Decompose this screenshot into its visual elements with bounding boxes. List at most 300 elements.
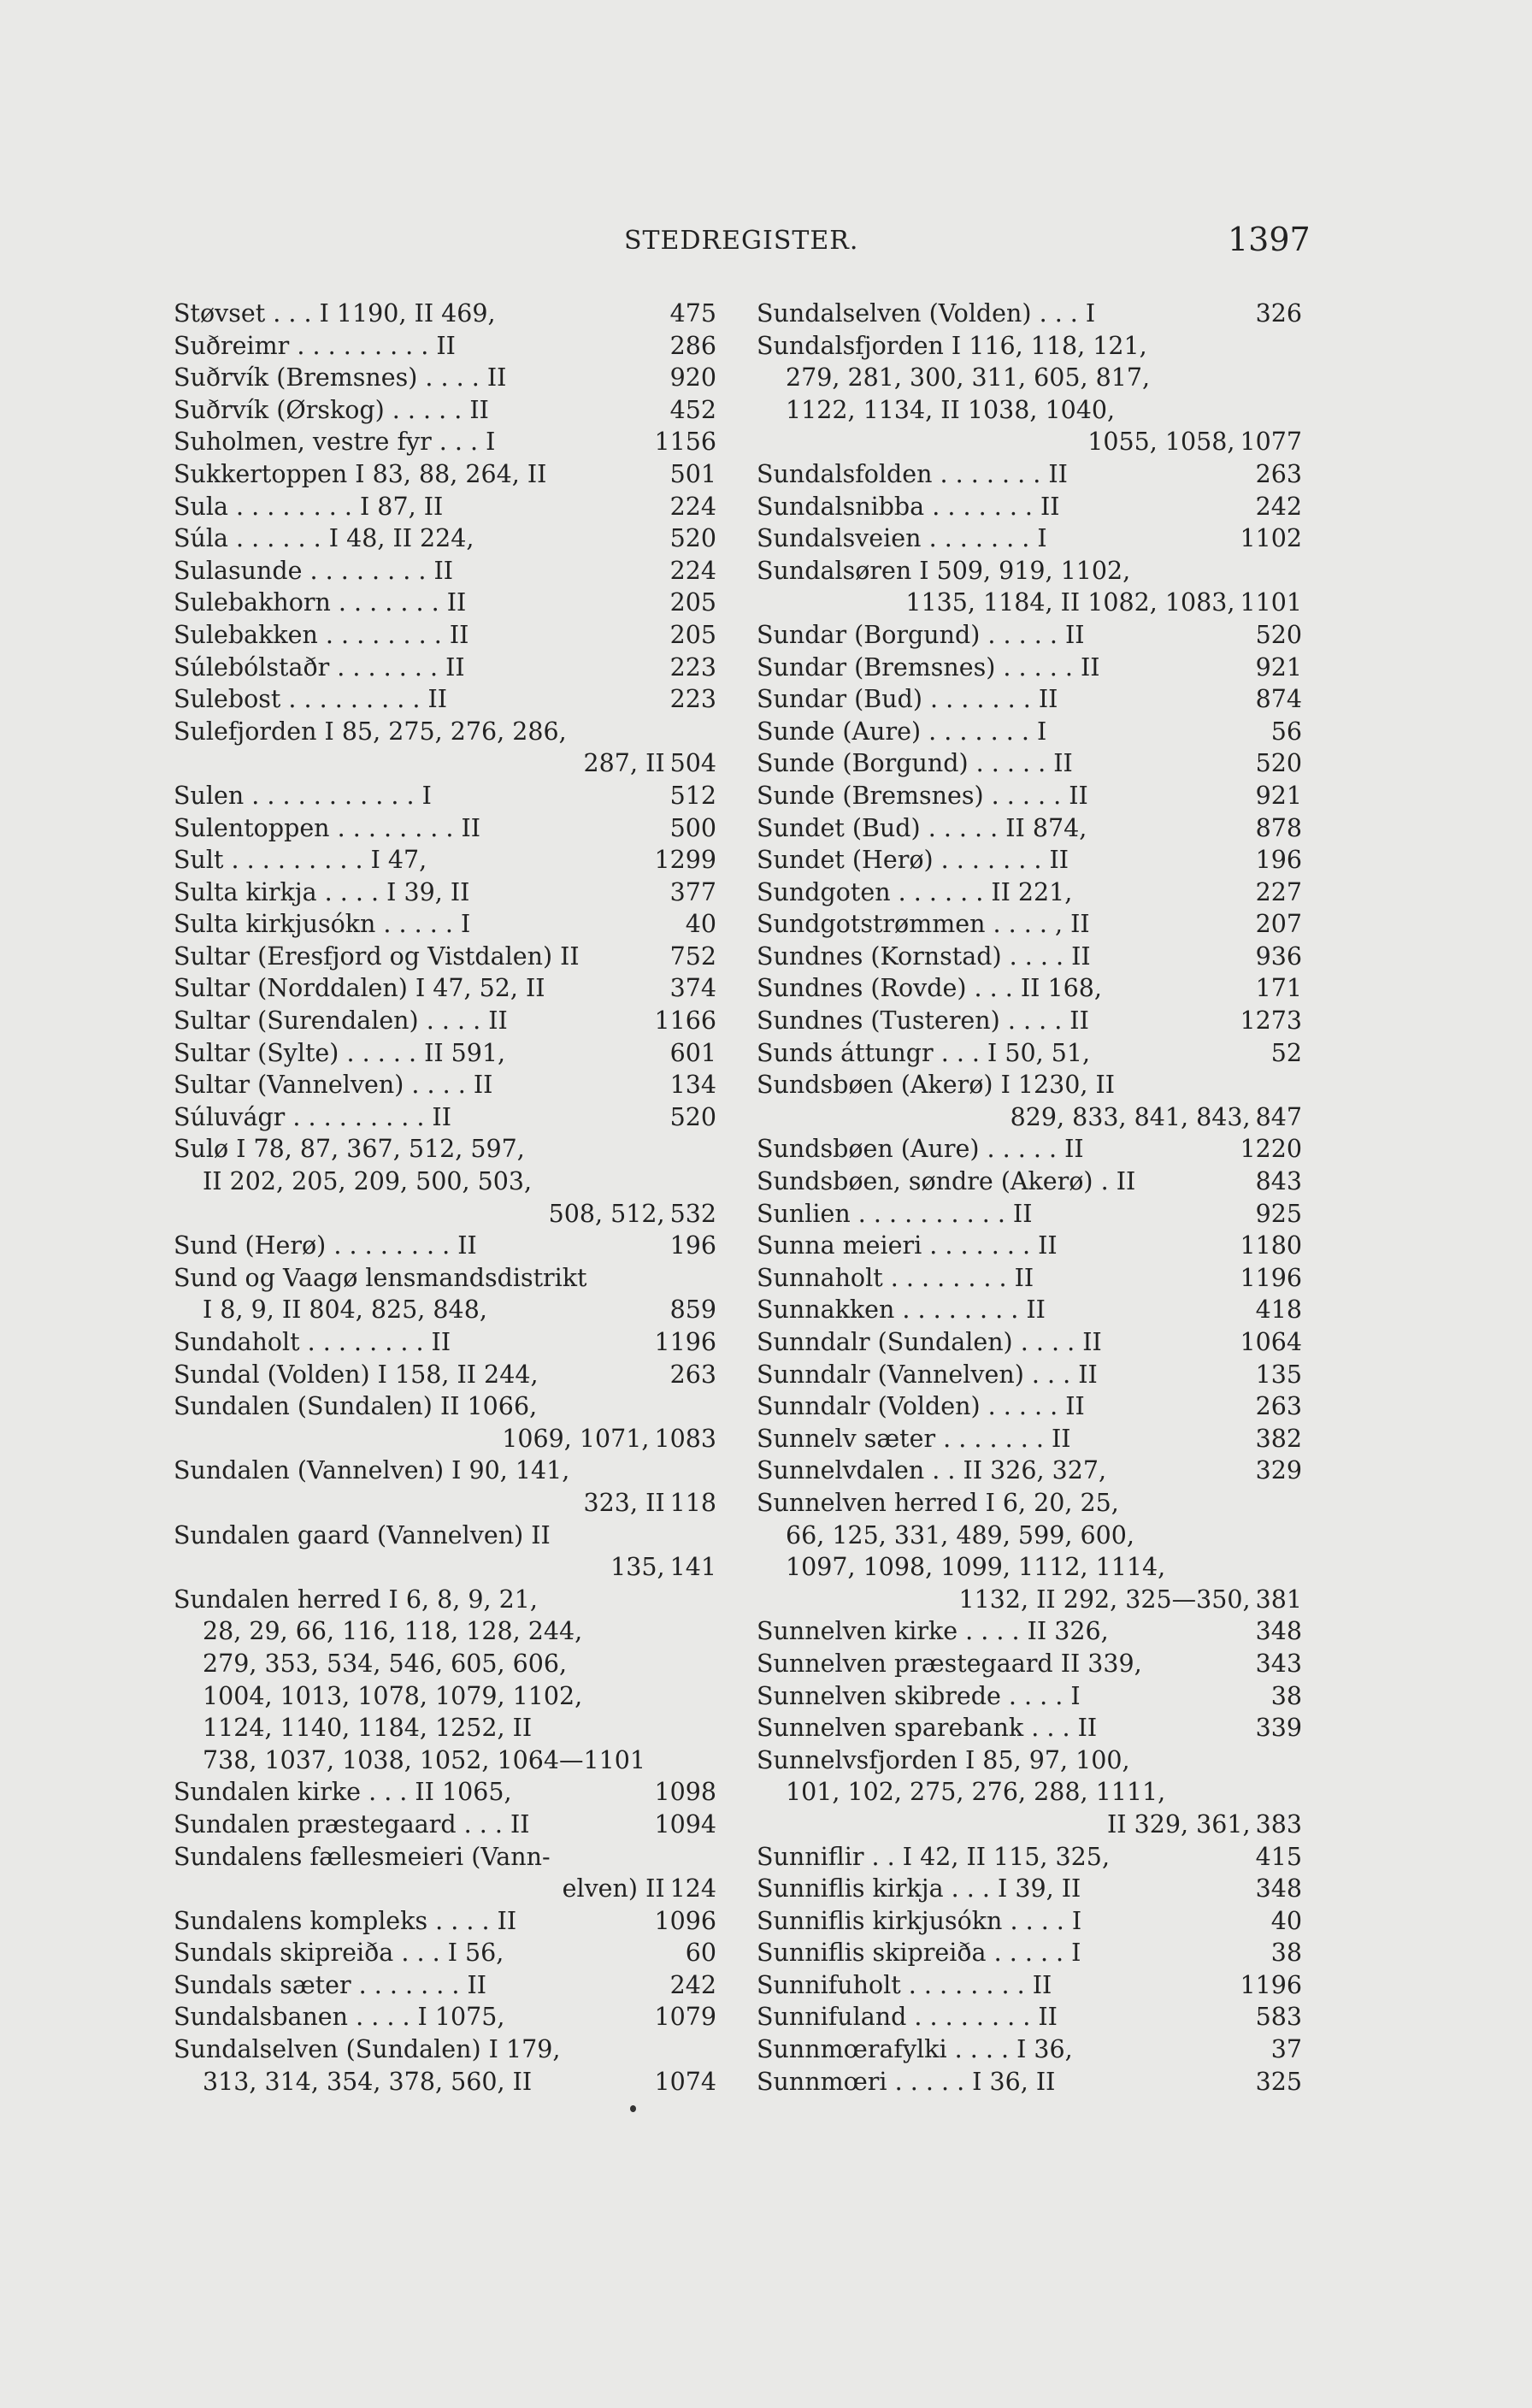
entry-page-ref: 920 [669,363,716,392]
entry-page-ref: 56 [1270,717,1302,746]
entry-page-ref: 325 [1255,2067,1302,2096]
entry-page-ref: 921 [1255,652,1302,682]
index-entry [757,1037,1302,1070]
index-entry [757,619,1302,652]
entry-text: II 202, 205, 209, 500, 503, [203,1167,533,1196]
index-entry [174,2033,716,2066]
index-entry [757,491,1302,523]
entry-page-ref: 227 [1255,877,1302,906]
index-entry [174,1005,716,1037]
entry-text: Sultar (Norddalen) I 47, 52, II [174,974,545,1003]
entry-page-ref: 1074 [654,2067,716,2096]
entry-page-ref: 263 [1255,459,1302,488]
entry-text: Sundalsøren I 509, 919, 1102, [757,556,1131,585]
index-entry [757,1487,1302,1520]
entry-page-ref: 339 [1255,1714,1302,1743]
index-entry [757,587,1302,619]
index-entry [174,1133,716,1166]
index-entry [757,1359,1302,1391]
entry-text: Sultar (Surendalen) . . . . II [174,1006,508,1036]
entry-text: Sunnakken . . . . . . . . II [757,1295,1046,1325]
entry-text: 1097, 1098, 1099, 1112, 1114, [786,1553,1166,1582]
index-entry [757,394,1302,427]
entry-page-ref: 418 [1255,1295,1302,1325]
entry-text: Sundalsbanen . . . . I 1075, [174,2003,505,2032]
entry-text: Sunnelv sæter . . . . . . . II [757,1424,1071,1453]
entry-page-ref: 878 [1255,813,1302,842]
index-entry [757,652,1302,684]
entry-page-ref: 1083 [654,1424,716,1453]
entry-page-ref: 224 [669,556,716,585]
entry-text: Sunnifuholt . . . . . . . . II [757,1970,1052,1999]
entry-page-ref: 752 [669,941,716,971]
entry-text: Sundalselven (Volden) . . . I [757,299,1096,328]
index-entry [174,1809,716,1841]
entry-text: I 8, 9, II 804, 825, 848, [203,1295,487,1325]
entry-text: 101, 102, 275, 276, 288, 1111, [786,1778,1166,1807]
index-entry [757,1584,1302,1616]
index-entry [757,1166,1302,1198]
index-entry [174,458,716,491]
entry-text: Sulefjorden I 85, 275, 276, 286, [174,717,567,746]
entry-page-ref: 223 [669,652,716,682]
entry-text: Sundsbøen (Aure) . . . . . II [757,1135,1084,1164]
entry-text: 1004, 1013, 1078, 1079, 1102, [203,1681,583,1710]
index-entry [174,1712,716,1744]
entry-text: Sula . . . . . . . . I 87, II [174,492,444,521]
entry-text: Sunnifuland . . . . . . . . II [757,2003,1058,2032]
entry-text: Sundaholt . . . . . . . . II [174,1328,451,1356]
entry-page-ref: 1096 [654,1906,716,1935]
entry-page-ref: 263 [1255,1392,1302,1421]
entry-text: Súlebólstaðr . . . . . . . II [174,652,465,682]
entry-text: Sundalens kompleks . . . . II [174,1906,517,1935]
entry-page-ref: 921 [1255,781,1302,810]
index-entry [757,972,1302,1005]
entry-text: Sundalens fællesmeieri (Vann- [174,1842,551,1871]
index-entry [757,2033,1302,2066]
index-entry [174,1423,716,1455]
entry-page-ref: 1196 [654,1328,716,1356]
index-entry [757,555,1302,587]
entry-text: Sultar (Eresfjord og Vistdalen) II [174,941,580,971]
entry-text: Sundgoten . . . . . . II 221, [757,877,1073,906]
entry-page-ref: 1156 [654,428,716,457]
entry-text: Sundsbøen, søndre (Akerø) . II [757,1167,1136,1196]
entry-text: 279, 353, 534, 546, 605, 606, [203,1649,568,1678]
entry-text: 323, II [583,1488,665,1517]
index-entry [757,1326,1302,1359]
entry-text: Sundals skipreiða . . . I 56, [174,1939,504,1968]
index-entry [757,1712,1302,1744]
index-entry [174,491,716,523]
entry-page-ref: 520 [1255,620,1302,649]
entry-page-ref: 382 [1255,1424,1302,1453]
index-entry [174,747,716,780]
index-entry [174,780,716,812]
index-entry [757,522,1302,555]
index-entry [174,972,716,1005]
entry-page-ref: 936 [1255,941,1302,971]
entry-page-ref: 134 [669,1071,716,1100]
entry-page-ref: 1299 [654,846,716,875]
entry-text: Sunnmœrafylki . . . . I 36, [757,2035,1073,2064]
index-entry [757,1615,1302,1648]
entry-page-ref: 135 [1255,1360,1302,1389]
index-entry [757,458,1302,491]
entry-page-ref: 377 [669,877,716,906]
entry-page-ref: 1166 [654,1006,716,1036]
index-entry [174,1680,716,1713]
entry-text: Sulebakhorn . . . . . . . II [174,588,467,617]
index-entry [757,1262,1302,1295]
entry-page-ref: 207 [1255,910,1302,939]
entry-text: elven) II [562,1874,665,1903]
entry-text: 1135, 1184, II 1082, 1083, [905,588,1235,617]
entry-text: Sunnelven præstegaard II 339, [757,1649,1142,1678]
index-entry [174,362,716,394]
index-entry [757,716,1302,748]
index-entry [174,555,716,587]
entry-text: Sundalsfjorden I 116, 118, 121, [757,331,1147,360]
index-entry [757,1776,1302,1809]
index-entry [174,1390,716,1423]
index-column-left [174,298,716,2098]
entry-text: Sunde (Borgund) . . . . . II [757,749,1073,778]
index-entry [757,1937,1302,1969]
entry-text: Sultar (Vannelven) . . . . II [174,1071,493,1100]
entry-text: Støvset . . . I 1190, II 469, [174,299,496,328]
entry-page-ref: 500 [669,813,716,842]
entry-page-ref: 242 [1255,492,1302,521]
entry-text: Sunniflis skipreiða . . . . . I [757,1939,1081,1968]
entry-text: Sulta kirkjusókn . . . . . I [174,910,471,939]
entry-text: Súluvágr . . . . . . . . . II [174,1102,451,1131]
index-entry [174,1937,716,1969]
entry-text: Sunniflis kirkjusókn . . . . I [757,1906,1082,1935]
index-entry [174,876,716,909]
index-entry [757,1101,1302,1134]
entry-page-ref: 124 [669,1874,716,1903]
index-entry [757,747,1302,780]
index-entry [174,1905,716,1938]
entry-page-ref: 40 [1270,1906,1302,1935]
entry-text: 287, II [583,749,665,778]
entry-page-ref: 348 [1255,1617,1302,1646]
entry-text: Suholmen, vestre fyr . . . I [174,428,496,457]
index-entry [174,1359,716,1391]
entry-text: Sulasunde . . . . . . . . II [174,556,453,585]
entry-text: 313, 314, 354, 378, 560, II [203,2067,533,2096]
index-entry [174,1294,716,1326]
index-entry [174,941,716,973]
index-entry [174,1166,716,1198]
index-entry [174,330,716,363]
entry-text: Sunnmœri . . . . . I 36, II [757,2067,1056,2096]
entry-page-ref: 601 [669,1038,716,1067]
entry-text: Sunnaholt . . . . . . . . II [757,1263,1034,1292]
index-entry [174,1037,716,1070]
entry-page-ref: 381 [1255,1585,1302,1614]
index-entry [174,298,716,330]
entry-page-ref: 1098 [654,1778,716,1807]
entry-page-ref: 329 [1255,1456,1302,1485]
index-entry [757,908,1302,941]
index-entry [757,2066,1302,2098]
index-entry [174,1841,716,1874]
entry-page-ref: 223 [669,685,716,714]
index-entry [757,2001,1302,2033]
entry-page-ref: 196 [1255,846,1302,875]
entry-text: Sunde (Aure) . . . . . . . I [757,717,1047,746]
entry-text: 1124, 1140, 1184, 1252, II [203,1714,533,1743]
index-entry [757,1455,1302,1487]
entry-text: Sundalen (Vannelven) I 90, 141, [174,1456,570,1485]
index-entry [757,844,1302,876]
entry-text: 28, 29, 66, 116, 118, 128, 244, [203,1617,583,1646]
index-entry [174,426,716,458]
entry-page-ref: 1079 [654,2003,716,2032]
index-entry [174,1744,716,1777]
index-column-right [757,298,1302,2098]
entry-text: 738, 1037, 1038, 1052, 1064—1101 [203,1745,646,1774]
entry-text: Sundalen gaard (Vannelven) II [174,1520,551,1549]
entry-page-ref: 242 [669,1970,716,1999]
entry-page-ref: 40 [685,910,716,939]
entry-text: 508, 512, [548,1199,665,1228]
entry-text: Sundal (Volden) I 158, II 244, [174,1360,539,1389]
entry-page-ref: 383 [1255,1809,1302,1838]
index-entry [757,941,1302,973]
entry-page-ref: 512 [669,781,716,810]
entry-text: Sunna meieri . . . . . . . II [757,1231,1058,1260]
entry-text: Sundgotstrømmen . . . . , II [757,910,1090,939]
entry-text: Sundet (Herø) . . . . . . . II [757,846,1069,875]
index-entry [174,522,716,555]
entry-text: Suðrvík (Ørskog) . . . . . II [174,395,489,424]
entry-text: Sultar (Sylte) . . . . . II 591, [174,1038,506,1067]
entry-text: Sundar (Bud) . . . . . . . II [757,685,1058,714]
entry-text: Sunnelven herred I 6, 20, 25, [757,1488,1119,1517]
entry-page-ref: 1102 [1240,524,1302,553]
entry-text: Sunde (Bremsnes) . . . . . II [757,781,1088,810]
entry-text: Sundalen kirke . . . II 1065, [174,1778,512,1807]
entry-page-ref: 501 [669,459,716,488]
entry-page-ref: 348 [1255,1874,1302,1903]
entry-page-ref: 415 [1255,1842,1302,1871]
entry-text: Sunnelven kirke . . . . II 326, [757,1617,1109,1646]
entry-text: Sundet (Bud) . . . . . II 874, [757,813,1087,842]
entry-text: Sundalsnibba . . . . . . . II [757,492,1060,521]
index-entry [174,1648,716,1680]
entry-text: Sunlien . . . . . . . . . . II [757,1199,1033,1228]
index-entry [757,1390,1302,1423]
entry-page-ref: 1094 [654,1809,716,1838]
index-entry [757,876,1302,909]
index-entry [174,1326,716,1359]
entry-text: 1122, 1134, II 1038, 1040, [786,395,1116,424]
index-entry [757,683,1302,716]
entry-text: Sundalen (Sundalen) II 1066, [174,1392,538,1421]
entry-page-ref: 452 [669,395,716,424]
index-entry [757,362,1302,394]
index-entry [757,812,1302,845]
index-entry [757,1423,1302,1455]
index-entry [757,1133,1302,1166]
entry-page-ref: 874 [1255,685,1302,714]
entry-page-ref: 205 [669,620,716,649]
entry-page-ref: 37 [1270,2035,1302,2064]
index-entry [174,908,716,941]
entry-text: Sundsbøen (Akerø) I 1230, II [757,1071,1116,1100]
index-entry [757,780,1302,812]
entry-page-ref: 196 [669,1231,716,1260]
entry-text: Sunndalr (Sundalen) . . . . II [757,1328,1102,1356]
entry-text: 829, 833, 841, 843, [1010,1102,1251,1131]
entry-page-ref: 38 [1270,1939,1302,1968]
entry-page-ref: 504 [669,749,716,778]
entry-page-ref: 1220 [1240,1135,1302,1164]
entry-text: 279, 281, 300, 311, 605, 817, [786,363,1151,392]
entry-text: Sundar (Borgund) . . . . . II [757,620,1085,649]
index-entry [174,2066,716,2098]
index-entry [174,1776,716,1809]
entry-text: Sunndalr (Volden) . . . . . II [757,1392,1085,1421]
entry-page-ref: 583 [1255,2003,1302,2032]
entry-page-ref: 843 [1255,1167,1302,1196]
index-entry [174,2001,716,2033]
index-entry [757,1841,1302,1874]
entry-text: Sulta kirkja . . . . I 39, II [174,877,470,906]
entry-page-ref: 263 [669,1360,716,1389]
page-title: STEDREGISTER. [624,226,859,256]
entry-text: 1132, II 292, 325—350, [958,1585,1251,1614]
entry-text: Sundalen herred I 6, 8, 9, 21, [174,1585,538,1614]
entry-page-ref: 847 [1255,1102,1302,1131]
entry-text: Sulebost . . . . . . . . . II [174,685,447,714]
entry-text: Sundnes (Rovde) . . . II 168, [757,974,1102,1003]
entry-text: Sund (Herø) . . . . . . . . II [174,1231,477,1260]
index-entry [757,1005,1302,1037]
index-entry [757,1905,1302,1938]
index-entry [174,1198,716,1231]
entry-page-ref: 374 [669,974,716,1003]
index-entry [174,1584,716,1616]
index-entry [757,1230,1302,1262]
entry-page-ref: 520 [669,524,716,553]
index-entry [757,426,1302,458]
entry-page-ref: 205 [669,588,716,617]
index-entry [757,1873,1302,1905]
entry-page-ref: 224 [669,492,716,521]
index-entry [757,1069,1302,1101]
entry-text: Sulen . . . . . . . . . . . I [174,781,432,810]
ink-dot [630,2105,636,2112]
entry-text: Sulentoppen . . . . . . . . II [174,813,481,842]
index-entry [174,683,716,716]
index-entry [174,1969,716,2002]
page-number: 1397 [1228,221,1311,258]
entry-page-ref: 520 [1255,749,1302,778]
entry-page-ref: 1064 [1240,1328,1302,1356]
index-entry [174,1873,716,1905]
index-entry [757,1551,1302,1584]
entry-text: Sunndalr (Vannelven) . . . II [757,1360,1098,1389]
entry-text: Sukkertoppen I 83, 88, 264, II [174,459,547,488]
index-entry [174,587,716,619]
index-entry [757,330,1302,363]
entry-text: Sulø I 78, 87, 367, 512, 597, [174,1135,525,1164]
index-entry [174,1230,716,1262]
entry-text: Sunniflis kirkja . . . I 39, II [757,1874,1081,1903]
entry-page-ref: 60 [685,1939,716,1968]
entry-text: Sunds áttungr . . . I 50, 51, [757,1038,1091,1067]
entry-page-ref: 532 [669,1199,716,1228]
entry-page-ref: 141 [669,1553,716,1582]
index-entry [757,1648,1302,1680]
index-entry [174,812,716,845]
entry-text: Sulebakken . . . . . . . . II [174,620,469,649]
index-entry [757,1744,1302,1777]
entry-text: Sundalen præstegaard . . . II [174,1809,530,1838]
entry-text: Súla . . . . . . I 48, II 224, [174,524,474,553]
entry-page-ref: 1101 [1240,588,1302,617]
index-entry [757,1969,1302,2002]
index-entry [757,1680,1302,1713]
entry-page-ref: 1273 [1240,1006,1302,1036]
entry-text: Sundals sæter . . . . . . . II [174,1970,487,1999]
entry-page-ref: 52 [1270,1038,1302,1067]
entry-text: Sunniflir . . I 42, II 115, 325, [757,1842,1110,1871]
entry-text: Sunnelvdalen . . II 326, 327, [757,1456,1107,1485]
index-entry [174,652,716,684]
entry-text: Sult . . . . . . . . . I 47, [174,846,427,875]
entry-text: Sundnes (Kornstad) . . . . II [757,941,1091,971]
index-entry [757,298,1302,330]
entry-text: Sundalsveien . . . . . . . I [757,524,1047,553]
index-entry [174,716,716,748]
entry-page-ref: 286 [669,331,716,360]
index-entry [174,1551,716,1584]
entry-text: Sundalselven (Sundalen) I 179, [174,2035,561,2064]
entry-text: Sundalsfolden . . . . . . . II [757,459,1068,488]
index-entry [174,619,716,652]
entry-page-ref: 171 [1255,974,1302,1003]
entry-text: 135, [610,1553,665,1582]
entry-text: Suðreimr . . . . . . . . . II [174,331,456,360]
entry-page-ref: 38 [1270,1681,1302,1710]
entry-page-ref: 520 [669,1102,716,1131]
entry-text: 1069, 1071, [502,1424,650,1453]
entry-text: Suðrvík (Bremsnes) . . . . II [174,363,507,392]
entry-text: 66, 125, 331, 489, 599, 600, [786,1520,1134,1549]
entry-text: 1055, 1058, [1087,428,1235,457]
entry-page-ref: 1196 [1240,1970,1302,1999]
index-entry [174,1069,716,1101]
index-entry [174,1615,716,1648]
entry-page-ref: 925 [1255,1199,1302,1228]
index-entry [174,1101,716,1134]
entry-text: Sunnelven sparebank . . . II [757,1714,1098,1743]
entry-page-ref: 1180 [1240,1231,1302,1260]
entry-text: Sunnelven skibrede . . . . I [757,1681,1081,1710]
entry-text: Sundar (Bremsnes) . . . . . II [757,652,1100,682]
entry-page-ref: 1196 [1240,1263,1302,1292]
entry-page-ref: 859 [669,1295,716,1325]
entry-page-ref: 343 [1255,1649,1302,1678]
index-entry [174,1262,716,1295]
index-entry [757,1520,1302,1552]
